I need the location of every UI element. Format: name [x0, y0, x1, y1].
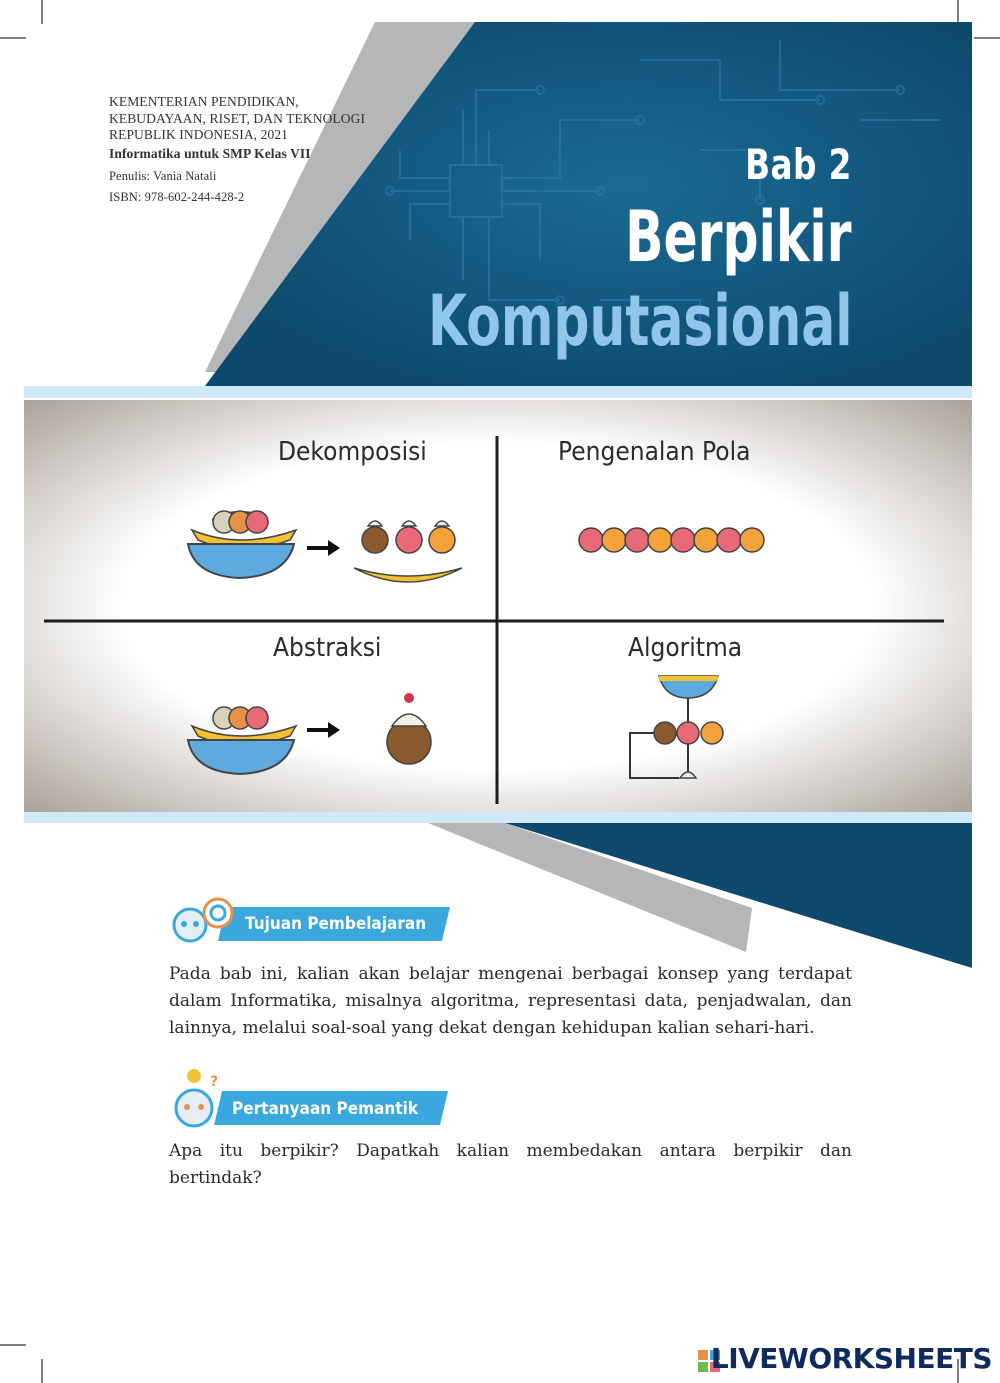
computational-thinking-diagram — [24, 400, 972, 812]
target-icon — [204, 899, 232, 927]
watermark: LIVEWORKSHEETS — [710, 1342, 992, 1375]
chapter-title-line-1: Berpikir — [625, 196, 852, 278]
robot-icon-2 — [176, 1090, 212, 1126]
author: Penulis: Vania Natali — [109, 169, 217, 183]
goals-label: Tujuan Pembelajaran — [245, 914, 427, 934]
label-dekomposisi: Dekomposisi — [278, 437, 427, 467]
chapter-number: Bab 2 — [745, 140, 852, 189]
lightbulb-icon — [187, 1069, 201, 1083]
label-pengenalan-pola: Pengenalan Pola — [558, 437, 751, 467]
goals-text: Pada bab ini, kalian akan belajar mengenai berbagai konsep yang terdapat dalam Informatika, misalnya algoritma, representasi data, penjadwalan, dan lainnya, melalui soal-soal yang dekat dengan kehidupan kalian sehari-hari. — [169, 964, 852, 1038]
trigger-text: Apa itu berpikir? Dapatkah kalian membedakan antara berpikir dan bertindak? — [169, 1141, 852, 1188]
chapter-title-line-2: Komputasional — [427, 280, 852, 362]
isbn: ISBN: 978-602-244-428-2 — [109, 189, 245, 204]
label-algoritma: Algoritma — [628, 633, 743, 663]
light-blue-band-top — [24, 386, 972, 398]
lower-band — [0, 812, 1000, 972]
question-mark-icon: ? — [210, 1074, 219, 1090]
publisher-info — [109, 94, 409, 205]
publisher-line-2: KEBUDAYAAN, RISET, DAN TEKNOLOGI — [109, 110, 366, 126]
publisher-line-1: KEMENTERIAN PENDIDIKAN, — [109, 94, 299, 109]
label-abstraksi: Abstraksi — [273, 633, 382, 663]
publisher-line-3: REPUBLIK INDONESIA, 2021 — [109, 127, 289, 142]
book-title: Informatika untuk SMP Kelas VII — [109, 145, 311, 161]
trigger-label: Pertanyaan Pemantik — [232, 1099, 418, 1119]
robot-icon — [174, 909, 206, 941]
